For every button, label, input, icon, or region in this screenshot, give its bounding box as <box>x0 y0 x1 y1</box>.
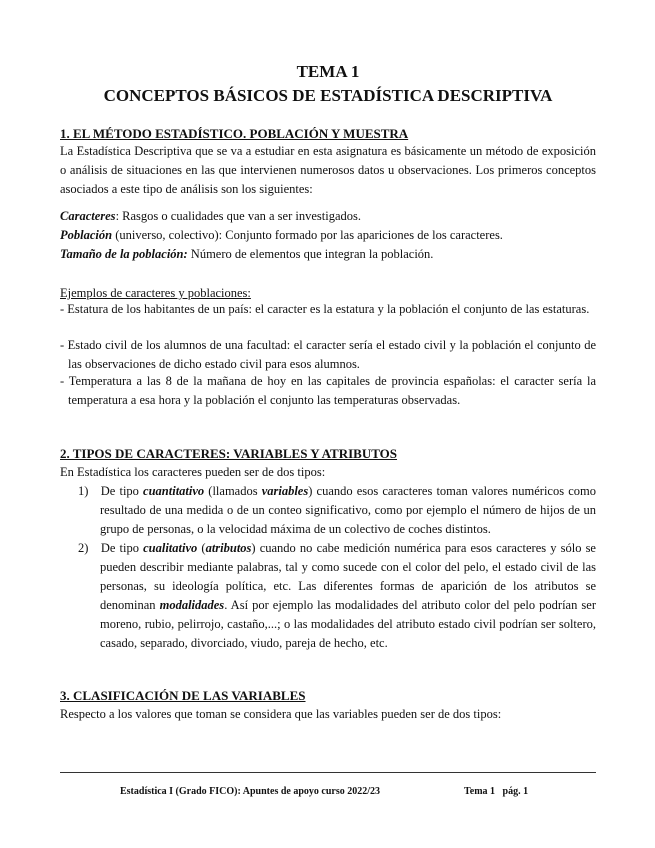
item-text: De tipo <box>100 541 144 555</box>
numbered-item-2 <box>78 539 596 653</box>
document-title-line2: CONCEPTOS BÁSICOS DE ESTADÍSTICA DESCRIPTIVA <box>103 86 553 105</box>
definition-term: Tamaño de la población: <box>60 247 188 261</box>
document-title-line1: TEMA 1 <box>296 62 360 81</box>
numbered-item-1 <box>78 482 596 539</box>
item-text: ) cuando esos caracteres toman valores numéricos como resultado de una medida o de un conteo significativo, como por ejemplo el número de hijos de un grupo de personas, o la velocidad máxima de un colectivo de coches distintos. <box>100 484 596 536</box>
definition-text: (universo, colectivo): Conjunto formado por las apariciones de los caracteres. <box>112 228 503 242</box>
footer-divider <box>60 772 596 773</box>
item-text: . Así por ejemplo las modalidades del atributo color del pelo podrían ser moreno, rubio, pelirrojo, castaño,...; o las modalidades del atributo estado civil podrían ser soltero, casado, separado, divorciado, viudo, pareja de hecho, etc. <box>100 598 596 650</box>
section1-intro: La Estadística Descriptiva que se va a estudiar en esta asignatura es básicamente un método de exposición o análisis de situaciones en las que intervienen numerosos datos u observaciones. Los primeros conceptos asociados a este tipo de análisis son los siguientes: <box>60 144 596 196</box>
example-item: - Temperatura a las 8 de la mañana de hoy en las capitales de provincia españolas: el caracter sería la temperatura a esa hora y la población el conjunto las temperaturas observadas. <box>60 374 596 407</box>
item-emphasis: cualitativo <box>143 541 198 555</box>
definition-text: : Rasgos o cualidades que van a ser investigados. <box>115 209 361 223</box>
example-item: - Estatura de los habitantes de un país: el caracter es la estatura y la población el conjunto de las estaturas. <box>60 302 590 316</box>
item-text: ( <box>197 541 206 555</box>
section3-intro: Respecto a los valores que toman se considera que las variables pueden ser de dos tipos: <box>60 707 502 721</box>
definition-term: Población <box>60 228 113 242</box>
footer-right: Tema 1 pág. 1 <box>464 786 529 797</box>
item-emphasis: cuantitativo <box>143 484 205 498</box>
section2-intro: En Estadística los caracteres pueden ser de dos tipos: <box>60 465 326 479</box>
item-emphasis: atributos <box>205 541 252 555</box>
definition-text: Número de elementos que integran la población. <box>187 247 434 261</box>
item-text: (llamados <box>204 484 262 498</box>
section3-heading: 3. CLASIFICACIÓN DE LAS VARIABLES <box>60 688 306 703</box>
section1-heading: 1. EL MÉTODO ESTADÍSTICO. POBLACIÓN Y MUESTRA <box>60 126 409 141</box>
examples-title: Ejemplos de caracteres y poblaciones: <box>60 286 251 300</box>
item-text: De tipo <box>100 484 144 498</box>
definition-tamano <box>60 245 596 264</box>
footer-left: Estadística I (Grado FICO): Apuntes de apoyo curso 2022/23 <box>120 786 381 797</box>
item-number: 1) <box>78 484 89 498</box>
definition-caracteres <box>60 207 596 226</box>
definition-poblacion <box>60 226 596 245</box>
item-emphasis: modalidades <box>159 598 225 612</box>
definition-term: Caracteres <box>60 209 116 223</box>
item-number: 2) <box>78 541 89 555</box>
item-emphasis: variables <box>261 484 309 498</box>
section2-heading: 2. TIPOS DE CARACTERES: VARIABLES Y ATRIBUTOS <box>60 446 398 461</box>
example-item: - Estado civil de los alumnos de una facultad: el caracter sería el estado civil y la población el conjunto de las observaciones de dicho estado civil para esos alumnos. <box>60 338 596 371</box>
item-text: ) cuando no cabe medición numérica para esos caracteres y sólo se pueden describir mediante palabras, tal y como sucede con el color del pelo, el estado civil de las personas, su ideología política, etc. Las diferentes formas de aparición de los atributos se denominan <box>100 541 596 612</box>
